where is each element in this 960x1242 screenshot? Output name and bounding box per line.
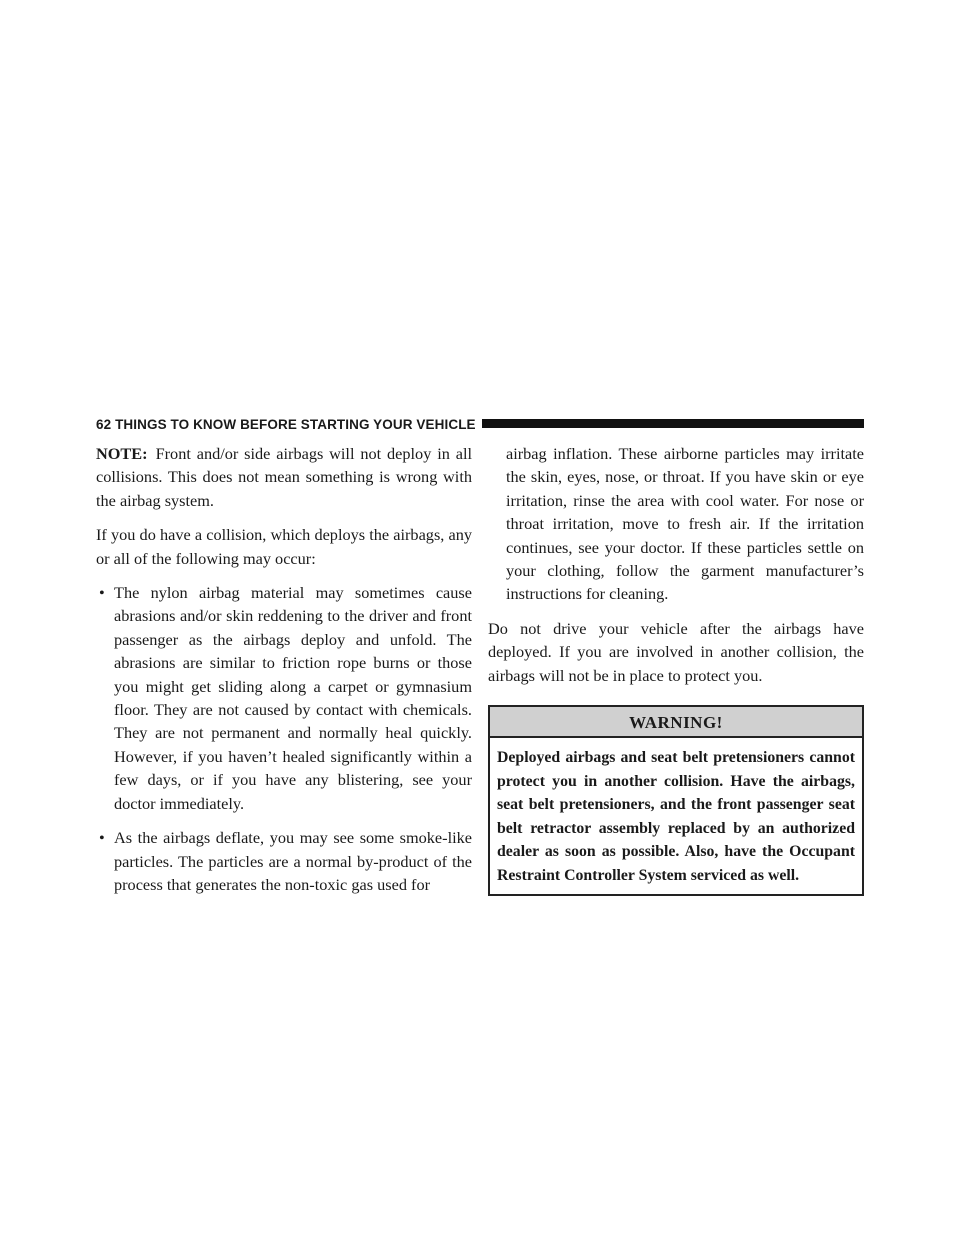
deployment-paragraph: Do not drive your vehicle after the airbags have deployed. If you are involved in another collision, the airbags will not be in place to protect you. [488,618,864,685]
note-label: NOTE: [96,444,148,463]
warning-title: WARNING! [490,707,862,738]
header-text [96,417,482,432]
list-item [96,826,472,896]
page-header [96,416,864,436]
bullet-text: The nylon airbag material may sometimes cause abrasions and/or skin reddening to the driver and front passenger as the airbags deploy and unfold. The abrasions are similar to friction rope burns or those you might get sliding along a carpet or gymnasium floor. They are not caused by contact with chemicals. They are not permanent and normally heal quickly. However, if you haven’t healed significantly within a few days, or if you have any blistering, see your doctor immediately. [114,583,472,813]
list-item [96,581,472,815]
page-number: 62 [96,417,112,432]
warning-box [488,705,864,896]
note-paragraph [96,442,472,512]
warning-body: Deployed airbags and seat belt pretensioners cannot protect you in another collision. Have the airbags, seat belt pretensioners, and the front passenger seat belt retractor assembly replaced by an authorized dealer as soon as possible. Also, have the Occupant Restraint Controller System serviced as well. [497,749,855,884]
bullet-text: As the airbags deflate, you may see some smoke-like particles. The particles are a normal by-product of the process that generates the non-toxic gas used for [114,828,472,894]
bullet-continuation: airbag inflation. These airborne particles may irritate the skin, eyes, nose, or throat. If you have skin or eye irritation, rinse the area with cool water. For nose or throat irritation, move to fresh air. If the irritation continues, see your doctor. If these particles settle on your clothing, follow the garment manufacturer’s instructions for cleaning. [506,444,864,604]
note-text: Front and/or side airbags will not deploy in all collisions. This does not mean something is wrong with the airbag system. [96,444,472,510]
section-title: THINGS TO KNOW BEFORE STARTING YOUR VEHICLE [115,417,476,432]
right-column [488,442,864,896]
left-column [96,442,472,907]
bullet-icon: • [99,828,105,848]
bullet-icon: • [99,583,105,603]
intro-paragraph: If you do have a collision, which deploys the airbags, any or all of the following may occur: [96,525,472,568]
effects-list [96,581,472,896]
